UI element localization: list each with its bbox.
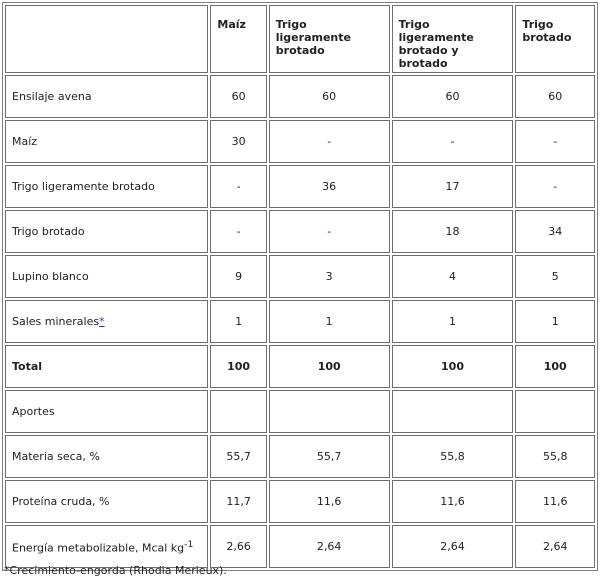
row-label: Proteína cruda, % (12, 495, 110, 508)
row-label-cell (5, 525, 208, 568)
value-cell: 60 (269, 75, 390, 118)
value-cell: 9 (210, 255, 266, 298)
header-cell-trigo-ligeramente-brotado-y-brotado: Trigo ligeramente brotado y brotado (392, 5, 514, 73)
value-cell: 18 (392, 210, 514, 253)
table-header-row (5, 5, 595, 73)
value-cell: - (515, 165, 595, 208)
value-cell: 11,6 (515, 480, 595, 523)
value-cell: 55,7 (210, 435, 266, 478)
header-cell-maiz: Maíz (210, 5, 266, 73)
value-cell (515, 390, 595, 433)
row-label-cell (5, 120, 208, 163)
header-cell-trigo-brotado: Trigo brotado (515, 5, 595, 73)
table-body (5, 5, 595, 568)
row-label-cell (5, 435, 208, 478)
row-label: Aportes (12, 405, 55, 418)
row-label-cell (5, 480, 208, 523)
table-row (5, 525, 595, 568)
ration-table-container (2, 2, 598, 571)
table-row (5, 255, 595, 298)
value-cell: 11,7 (210, 480, 266, 523)
row-label-cell (5, 75, 208, 118)
header-cell-empty (5, 5, 208, 73)
ration-composition-table (2, 2, 598, 571)
row-label-cell (5, 345, 208, 388)
row-label-cell (5, 300, 208, 343)
row-label: Maíz (12, 135, 38, 148)
table-row (5, 165, 595, 208)
table-row (5, 435, 595, 478)
value-cell: 17 (392, 165, 514, 208)
value-cell: 60 (392, 75, 514, 118)
table-row (5, 390, 595, 433)
value-cell: 60 (515, 75, 595, 118)
value-cell: 4 (392, 255, 514, 298)
value-cell: 1 (269, 300, 390, 343)
value-cell: 36 (269, 165, 390, 208)
header-cell-trigo-ligeramente-brotado: Trigo ligeramente brotado (269, 5, 390, 73)
value-cell: 55,8 (392, 435, 514, 478)
value-cell: 100 (210, 345, 266, 388)
row-label: Lupino blanco (12, 270, 89, 283)
table-row (5, 210, 595, 253)
table-row (5, 300, 595, 343)
table-row (5, 480, 595, 523)
value-cell: 1 (515, 300, 595, 343)
row-label: Trigo ligeramente brotado (12, 180, 155, 193)
value-cell: 30 (210, 120, 266, 163)
row-label: Sales minerales (12, 315, 100, 328)
value-cell: 2,64 (515, 525, 595, 568)
row-label-cell (5, 165, 208, 208)
value-cell (392, 390, 514, 433)
row-label: Materia seca, % (12, 450, 100, 463)
row-label: Total (12, 360, 43, 373)
unit-superscript: -1 (184, 538, 194, 550)
row-label: Ensilaje avena (12, 90, 92, 103)
table-row (5, 345, 595, 388)
value-cell: 1 (210, 300, 266, 343)
value-cell: - (269, 120, 390, 163)
footnote-link[interactable]: * (99, 315, 105, 328)
value-cell: 60 (210, 75, 266, 118)
value-cell: 55,8 (515, 435, 595, 478)
value-cell: 2,66 (210, 525, 266, 568)
table-row (5, 120, 595, 163)
value-cell (210, 390, 266, 433)
row-label-cell (5, 210, 208, 253)
row-label: Energía metabolizable, Mcal kg (12, 541, 185, 555)
value-cell: 1 (392, 300, 514, 343)
value-cell: - (392, 120, 514, 163)
value-cell: - (515, 120, 595, 163)
row-label: Trigo brotado (12, 225, 85, 238)
value-cell: 2,64 (269, 525, 390, 568)
value-cell: 100 (515, 345, 595, 388)
value-cell: - (210, 165, 266, 208)
value-cell: - (210, 210, 266, 253)
value-cell (269, 390, 390, 433)
value-cell: 100 (269, 345, 390, 388)
value-cell: 2,64 (392, 525, 514, 568)
value-cell: 100 (392, 345, 514, 388)
value-cell: 11,6 (269, 480, 390, 523)
value-cell: - (269, 210, 390, 253)
table-row (5, 75, 595, 118)
value-cell: 34 (515, 210, 595, 253)
value-cell: 5 (515, 255, 595, 298)
value-cell: 3 (269, 255, 390, 298)
row-label-cell (5, 255, 208, 298)
row-label-cell (5, 390, 208, 433)
footnote: *Crecimiento-engorda (Rhodia Merieux). (4, 564, 227, 577)
value-cell: 55,7 (269, 435, 390, 478)
value-cell: 11,6 (392, 480, 514, 523)
